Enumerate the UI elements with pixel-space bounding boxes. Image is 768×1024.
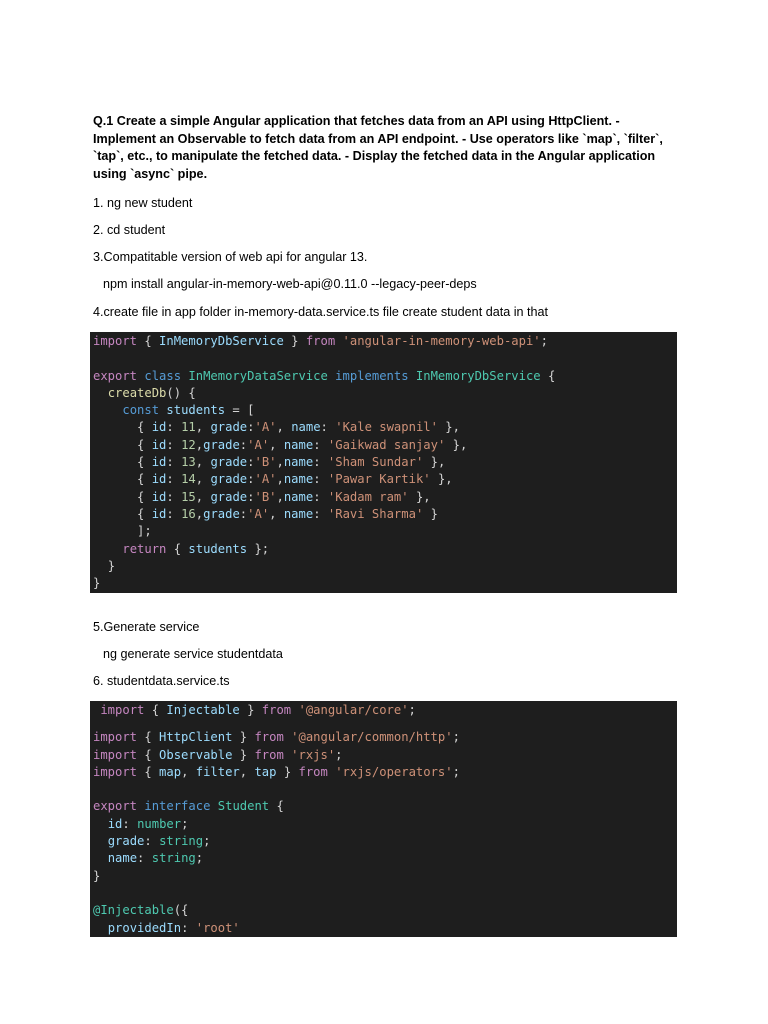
string-literal: 'A' — [247, 506, 270, 521]
code-block-studentdata-service — [90, 701, 677, 937]
keyword: export — [93, 799, 138, 814]
code-gap — [90, 719, 677, 729]
string-literal: 'Ravi Sharma' — [327, 506, 424, 521]
step-4: 4.create file in app folder in-memory-data.service.ts file create student data in that — [93, 305, 549, 319]
string-literal: 'B' — [254, 489, 277, 504]
step-5-command: ng generate service studentdata — [103, 647, 283, 661]
property: id — [151, 489, 167, 504]
punct: { — [540, 368, 556, 383]
property: name — [283, 437, 314, 452]
string-literal: 'B' — [254, 455, 277, 470]
code-line-import-injectable: import { Injectable } from '@angular/core'; — [100, 703, 416, 717]
number-literal: 14 — [181, 472, 196, 487]
number-literal: 11 — [181, 420, 196, 435]
property: name — [283, 489, 314, 504]
punct: { — [137, 334, 160, 348]
identifier: Injectable — [166, 703, 240, 717]
punct: }; — [247, 541, 270, 556]
code-line-decorator — [90, 902, 677, 919]
code-line-student-5: { id: 15, grade:'B',name: 'Kadam ram' }, — [93, 489, 431, 504]
string-literal: 'Sham Sundar' — [327, 455, 424, 470]
code-line-import-observable: import { Observable } from 'rxjs'; — [93, 747, 343, 762]
code-line-class — [90, 368, 677, 385]
property: id — [107, 816, 123, 831]
property: grade — [210, 489, 248, 504]
punct: }, — [408, 489, 431, 504]
keyword: from — [254, 747, 284, 762]
property: id — [151, 506, 167, 521]
string-literal: 'angular-in-memory-web-api' — [342, 334, 541, 348]
code-line-field-id: id: number; — [107, 816, 189, 831]
keyword: return — [122, 541, 167, 556]
code-line-field-grade: grade: string; — [107, 834, 211, 849]
code-line-blank — [90, 350, 677, 367]
code-line-student-6: { id: 16,grade:'A', name: 'Ravi Sharma' } — [93, 506, 438, 521]
code-line-field-name: name: string; — [107, 851, 204, 866]
type-name: Student — [217, 799, 270, 814]
identifier: HttpClient — [159, 730, 233, 745]
property: id — [151, 437, 167, 452]
property: name — [283, 455, 314, 470]
property: id — [151, 420, 167, 435]
keyword: import — [93, 764, 138, 779]
step-2: 2. cd student — [93, 223, 166, 237]
decorator: @Injectable — [93, 903, 174, 918]
keyword: from — [305, 334, 336, 348]
punct: } — [423, 506, 438, 521]
keyword: from — [298, 764, 328, 779]
code-line-student-4: { id: 14, grade:'A',name: 'Pawar Kartik' }, — [93, 472, 453, 487]
code-line-const — [90, 402, 677, 419]
keyword: const — [122, 403, 160, 418]
type-name: number — [137, 816, 182, 831]
property: grade — [203, 437, 240, 452]
punct: }, — [445, 437, 468, 452]
property: grade — [203, 506, 240, 521]
number-literal: 13 — [181, 455, 196, 470]
string-literal: '@angular/common/http' — [291, 730, 453, 745]
code-line-provided-in: providedIn: 'root' — [107, 920, 240, 935]
punct: } — [107, 558, 116, 573]
step-6: 6. studentdata.service.ts — [93, 674, 230, 688]
property: grade — [210, 455, 248, 470]
identifier: map — [159, 764, 182, 779]
punct: { — [166, 541, 189, 556]
string-literal: 'Pawar Kartik' — [327, 472, 431, 487]
step-3-command: npm install angular-in-memory-web-api@0.11.0 --legacy-peer-deps — [103, 277, 477, 291]
type-name: string — [151, 851, 196, 866]
code-line-import-httpclient: import { HttpClient } from '@angular/common/http'; — [93, 730, 460, 745]
code-line-method — [90, 385, 677, 402]
string-literal: 'A' — [254, 472, 277, 487]
keyword: class — [144, 368, 182, 383]
property: providedIn — [107, 920, 182, 935]
keyword: from — [254, 730, 284, 745]
number-literal: 12 — [181, 437, 196, 452]
punct: }, — [437, 420, 460, 435]
step-5: 5.Generate service — [93, 620, 200, 634]
string-literal: 'rxjs/operators' — [335, 764, 453, 779]
code-line-blank — [90, 781, 677, 798]
identifier: InMemoryDbService — [159, 334, 284, 348]
punct: ; — [540, 334, 548, 348]
punct: } — [93, 868, 101, 883]
punct: ({ — [173, 903, 189, 918]
code-line-method-close — [90, 558, 677, 575]
property: name — [283, 506, 314, 521]
keyword: implements — [335, 368, 409, 383]
identifier: students — [188, 541, 248, 556]
property: grade — [210, 472, 248, 487]
string-literal: 'Kadam ram' — [327, 489, 409, 504]
code-line-blank — [90, 885, 677, 902]
punct: ]; — [137, 524, 152, 539]
step-1: 1. ng new student — [93, 196, 193, 210]
property: name — [291, 420, 321, 435]
string-literal: 'A' — [247, 437, 270, 452]
string-literal: 'Kale swapnil' — [335, 420, 438, 435]
punct: } — [283, 334, 306, 348]
punct: }, — [423, 455, 446, 470]
function-name: createDb — [107, 385, 167, 400]
type-name: InMemoryDbService — [415, 368, 541, 383]
number-literal: 15 — [181, 489, 196, 504]
keyword: from — [261, 703, 292, 717]
code-line-student-2: { id: 12,grade:'A', name: 'Gaikwad sanjay' }, — [93, 437, 468, 452]
punct: () { — [166, 385, 196, 400]
keyword: interface — [144, 799, 211, 814]
string-literal: 'A' — [254, 420, 277, 435]
property: id — [151, 472, 167, 487]
code-line-interface-close — [90, 868, 677, 885]
identifier: students — [166, 403, 226, 418]
punct: } — [93, 576, 101, 591]
identifier: tap — [254, 764, 277, 779]
keyword: import — [93, 747, 138, 762]
property: name — [283, 472, 314, 487]
string-literal: '@angular/core' — [298, 703, 409, 717]
code-line-array-close — [90, 523, 677, 540]
code-line-student-1: { id: 11, grade:'A', name: 'Kale swapnil' }, — [93, 420, 460, 435]
question-text: Q.1 Create a simple Angular application that fetches data from an API using HttpClient. - Implement an Observable to fetch data from an API endpoint. - Use operators like `map`, `filter`, `tap`, etc., to manipulate the fetched data. - Display the fetched data in the Angular application using `async` pipe. — [93, 114, 663, 182]
string-literal: 'Gaikwad sanjay' — [327, 437, 446, 452]
identifier: filter — [195, 764, 240, 779]
property: id — [151, 455, 167, 470]
string-literal: 'rxjs' — [291, 747, 336, 762]
keyword: import — [93, 730, 138, 745]
property: name — [107, 851, 138, 866]
code-line-import-operators: import { map, filter, tap } from 'rxjs/operators'; — [93, 764, 460, 779]
number-literal: 16 — [181, 506, 196, 521]
keyword: export — [93, 368, 138, 383]
property: grade — [210, 420, 248, 435]
code-line-student-3: { id: 13, grade:'B',name: 'Sham Sundar' }, — [93, 455, 446, 470]
code-line-class-close — [90, 575, 677, 592]
code-line-interface: export interface Student { — [93, 799, 284, 814]
keyword: import — [93, 334, 138, 348]
code-block-in-memory-data — [90, 332, 677, 593]
step-3: 3.Compatitable version of web api for angular 13. — [93, 250, 368, 264]
code-line-import — [90, 333, 677, 350]
type-name: InMemoryDataService — [188, 368, 328, 383]
punct: }, — [430, 472, 453, 487]
type-name: string — [159, 834, 204, 849]
code-line-return — [90, 541, 677, 558]
string-literal: 'root' — [195, 920, 240, 935]
punct: = [ — [225, 403, 255, 418]
property: grade — [107, 834, 145, 849]
keyword: import — [100, 703, 145, 717]
identifier: Observable — [159, 747, 233, 762]
